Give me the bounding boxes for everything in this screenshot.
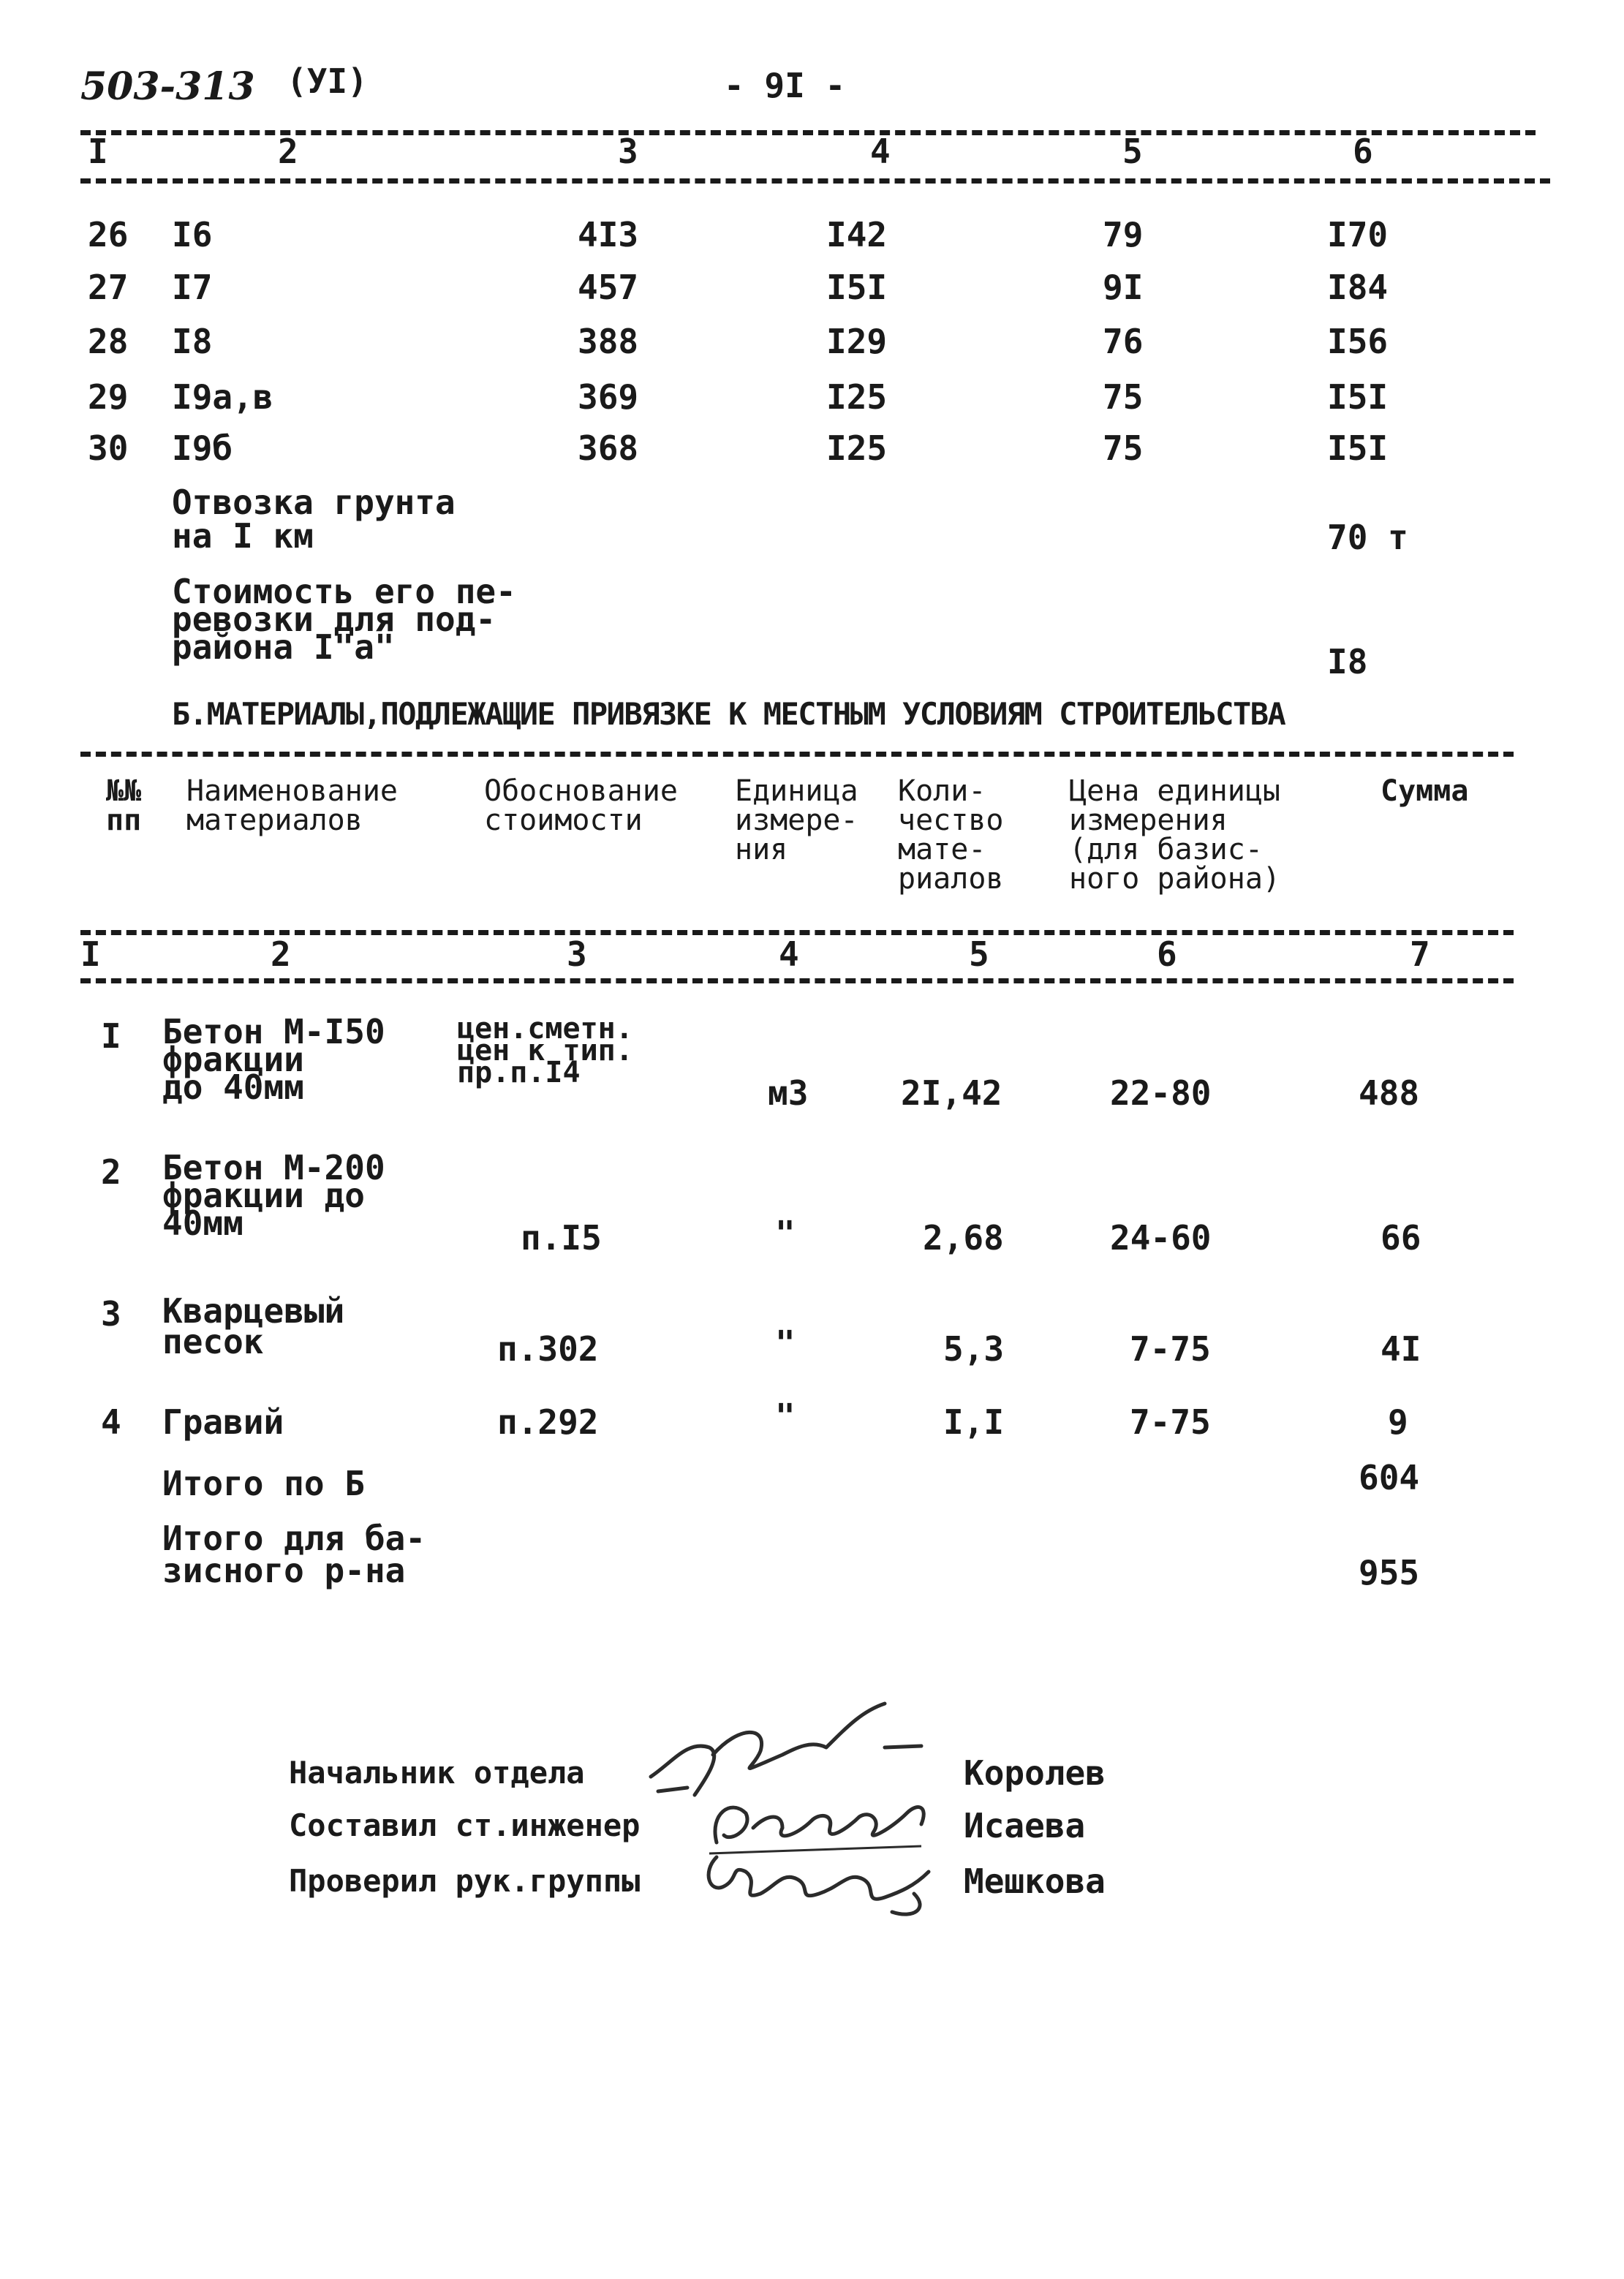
row-basis: п.292 — [497, 1402, 599, 1442]
row-number: 29 — [88, 377, 129, 417]
b-col-number-6: 6 — [1157, 934, 1177, 974]
row-col4: I5I — [826, 268, 888, 307]
row-name: I9б — [172, 428, 233, 468]
row-col6: I70 — [1327, 215, 1389, 254]
doc-code: 503-313 — [80, 64, 255, 109]
b-col-number-5: 5 — [969, 934, 989, 974]
col-number-5: 5 — [1122, 132, 1143, 171]
row-name: I6 — [172, 215, 213, 254]
row-col5: 76 — [1103, 322, 1144, 361]
row-col3: 369 — [578, 377, 639, 417]
row-col3: 388 — [578, 322, 639, 361]
total-b-label: Итого по Б — [162, 1464, 365, 1503]
row-number: 4 — [101, 1402, 121, 1442]
row-unit: " — [775, 1396, 796, 1436]
section-b-title: Б.МАТЕРИАЛЫ,ПОДЛЕЖАЩИЕ ПРИВЯЗКЕ К МЕСТНЫМ УСЛОВИЯМ СТРОИТЕЛЬСТВА — [172, 696, 1285, 732]
row-col5: 75 — [1103, 428, 1144, 468]
row-price: 7-75 — [1130, 1402, 1211, 1442]
row-col6: I5I — [1327, 377, 1389, 417]
row-col3: 457 — [578, 268, 639, 307]
dashed-rule — [80, 130, 1536, 135]
row-number: I — [101, 1016, 121, 1056]
signature-role: Начальник отдела — [289, 1755, 585, 1791]
total-base-value: 955 — [1359, 1553, 1420, 1592]
dashed-rule — [80, 978, 1514, 983]
row-col4: I25 — [826, 428, 888, 468]
row-price: 24-60 — [1110, 1218, 1212, 1258]
row-number: 26 — [88, 215, 129, 254]
row-unit: " — [775, 1214, 796, 1253]
signature-role: Составил ст.инженер — [289, 1807, 641, 1843]
row-name: Бетон М-I50 фракции до 40мм — [162, 1012, 385, 1107]
row-name: I9а,в — [172, 377, 273, 417]
dashed-rule — [80, 178, 1550, 184]
col-number-1: I — [88, 132, 108, 171]
row-name: Гравий — [162, 1402, 284, 1442]
row-col5: 9I — [1103, 268, 1144, 307]
row-number: 3 — [101, 1294, 121, 1334]
row-col4: I25 — [826, 377, 888, 417]
signature-role: Проверил рук.группы — [289, 1863, 641, 1899]
col-number-2: 2 — [278, 132, 298, 171]
row-basis: п.I5 — [521, 1218, 602, 1258]
col-number-3: 3 — [618, 132, 638, 171]
row-qty: I,I — [943, 1402, 1005, 1442]
row-col3: 4I3 — [578, 215, 639, 254]
row-sum: 4I — [1381, 1329, 1421, 1369]
row-number: 2 — [101, 1152, 121, 1192]
row-name: Кварцевый песок — [162, 1291, 345, 1361]
row-name: Бетон М-200 фракции до 40мм — [162, 1148, 385, 1243]
b-col-number-4: 4 — [779, 934, 799, 974]
row-col6: I56 — [1327, 322, 1389, 361]
row-sum: 66 — [1381, 1218, 1421, 1258]
col-number-4: 4 — [870, 132, 891, 171]
row-qty: 2I,42 — [901, 1073, 1002, 1113]
row-qty: 2,68 — [923, 1218, 1004, 1258]
row-unit: м3 — [768, 1073, 809, 1113]
handwritten-signature-icon — [695, 1843, 951, 1923]
col-number-6: 6 — [1353, 132, 1373, 171]
row-qty: 5,3 — [943, 1329, 1005, 1369]
row-basis: п.302 — [497, 1329, 599, 1369]
signature-name: Мешкова — [964, 1862, 1106, 1901]
header-name: Наименование материалов — [186, 774, 398, 837]
row-number: 27 — [88, 268, 129, 307]
soil-removal-label: Отвозка грунта на I км — [172, 483, 456, 556]
header-unit: Единица измере- ния — [735, 774, 858, 866]
row-number: 28 — [88, 322, 129, 361]
header-qty: Коли- чество мате- риалов — [898, 774, 1004, 896]
row-unit: " — [775, 1323, 796, 1363]
section-code: (УI) — [287, 61, 368, 101]
header-basis: Обоснование стоимости — [484, 774, 678, 837]
row-col6: I84 — [1327, 268, 1389, 307]
signature-name: Королев — [964, 1753, 1106, 1793]
row-price: 22-80 — [1110, 1073, 1212, 1113]
transport-cost-label: Стоимость его пе- ревозки для под- района I"а" — [172, 572, 516, 667]
signature-name: Исаева — [964, 1806, 1086, 1845]
b-col-number-3: 3 — [567, 934, 587, 974]
header-num: №№ пп — [106, 774, 142, 837]
row-col4: I29 — [826, 322, 888, 361]
row-col5: 75 — [1103, 377, 1144, 417]
row-price: 7-75 — [1130, 1329, 1211, 1369]
row-basis: цен.сметн. цен к тип. пр.п.I4 — [457, 1012, 633, 1089]
transport-cost-value: I8 — [1327, 642, 1368, 681]
header-sum: Сумма — [1381, 774, 1469, 808]
b-col-number-1: I — [80, 934, 101, 974]
row-name: I8 — [172, 322, 213, 361]
soil-removal-value: 70 т — [1327, 518, 1408, 557]
dashed-rule — [80, 752, 1514, 757]
total-b-value: 604 — [1359, 1458, 1420, 1497]
row-sum: 9 — [1388, 1402, 1408, 1442]
total-base-label: Итого для ба- зисного р-на — [162, 1519, 426, 1590]
b-col-number-2: 2 — [271, 934, 291, 974]
page-number: - 9I - — [724, 66, 846, 105]
row-sum: 488 — [1359, 1073, 1420, 1113]
row-name: I7 — [172, 268, 213, 307]
row-col3: 368 — [578, 428, 639, 468]
row-col5: 79 — [1103, 215, 1144, 254]
b-col-number-7: 7 — [1410, 934, 1430, 974]
row-number: 30 — [88, 428, 129, 468]
header-price: Цена единицы измерения (для базис- ного района) — [1069, 774, 1280, 896]
row-col6: I5I — [1327, 428, 1389, 468]
row-col4: I42 — [826, 215, 888, 254]
